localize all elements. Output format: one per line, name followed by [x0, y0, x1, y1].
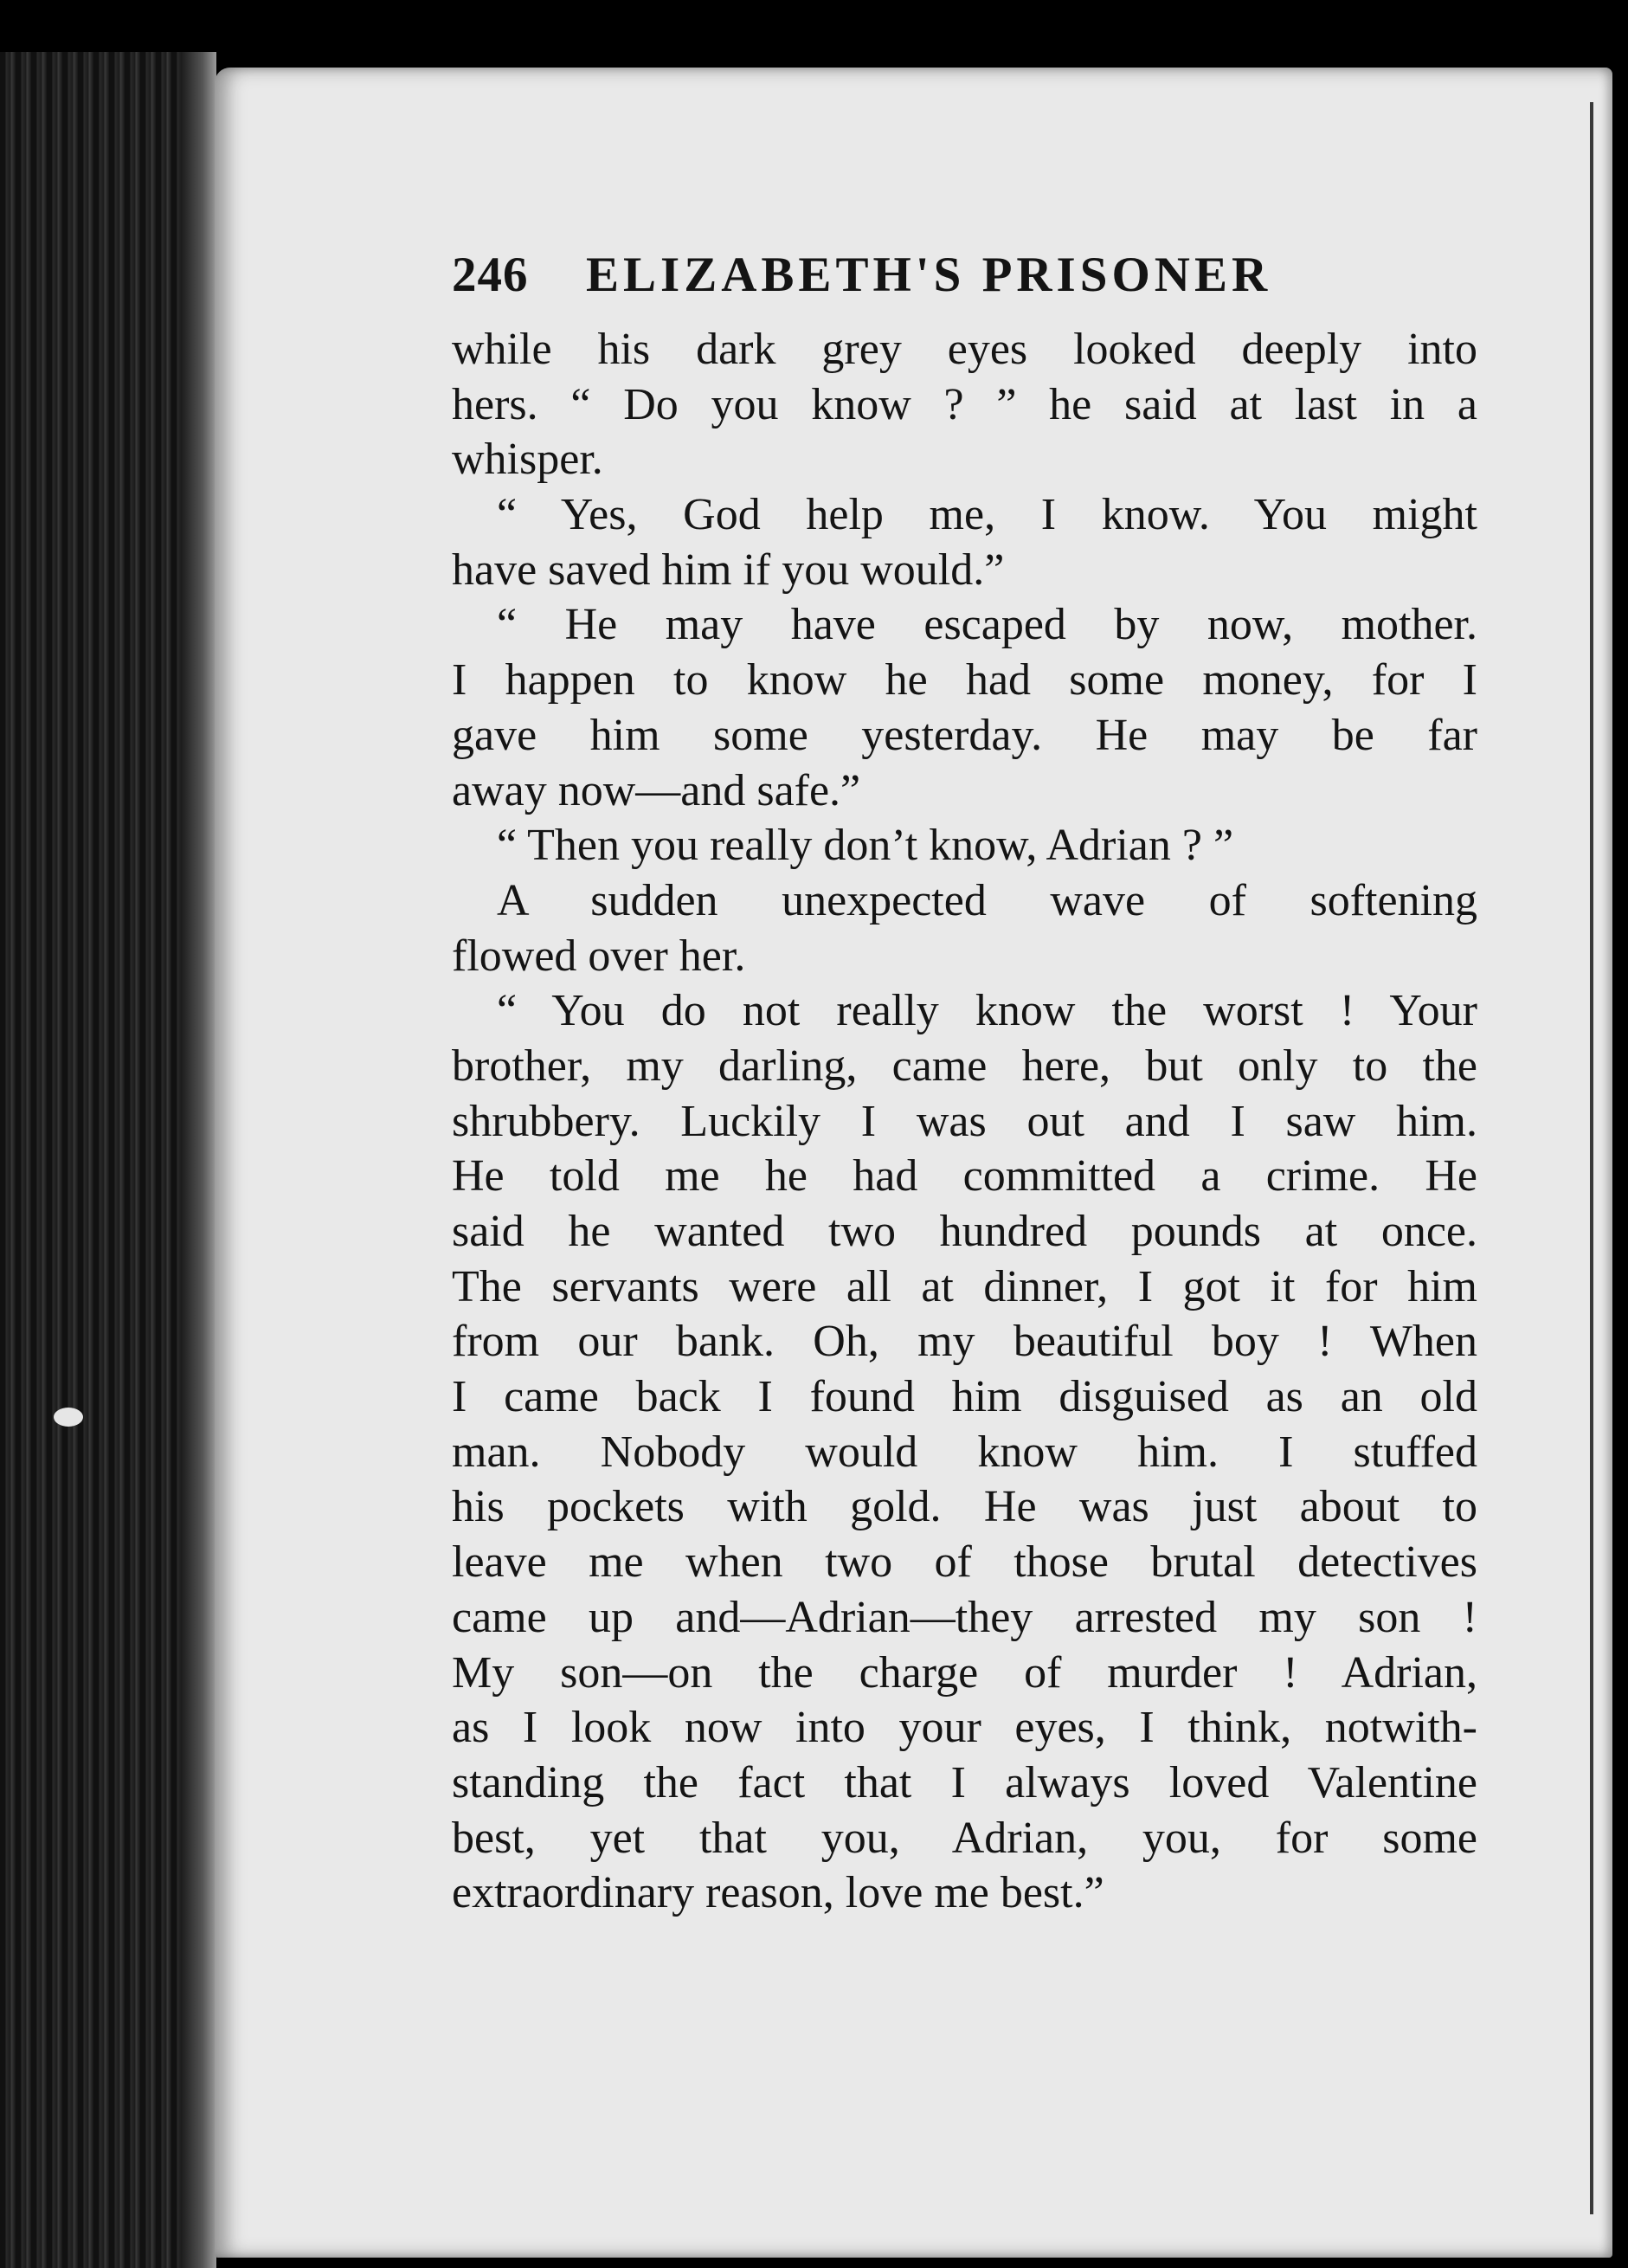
text-line: while his dark grey eyes looked deeply into	[452, 325, 1477, 374]
text-line: I happen to know he had some money, for I	[452, 655, 1477, 706]
text-line: flowed over her.	[452, 931, 746, 981]
text-line: said he wanted two hundred pounds at once.	[452, 1207, 1477, 1256]
scan-speck	[54, 1408, 83, 1427]
page-header	[452, 247, 1477, 316]
text-line: shrubbery. Luckily I was out and I saw him.	[452, 1096, 1477, 1146]
text-line: leave me when two of those brutal detectives	[452, 1537, 1477, 1588]
text-line: “ Then you really don’t know, Adrian ? ”	[497, 821, 1234, 871]
text-line: “ You do not really know the worst ! Your	[497, 986, 1477, 1036]
text-line: gave him some yesterday. He may be far	[452, 710, 1477, 760]
text-line: best, yet that you, Adrian, you, for some	[452, 1813, 1477, 1863]
text-line: man. Nobody would know him. I stuffed	[452, 1427, 1477, 1477]
text-line: He told me he had committed a crime. He	[452, 1151, 1477, 1202]
page-edge-stack	[0, 52, 216, 2268]
text-line: as I look now into your eyes, I think, notwith-	[452, 1703, 1477, 1753]
text-line: from our bank. Oh, my beautiful boy ! When	[452, 1317, 1477, 1367]
body-text	[452, 322, 1477, 1921]
text-line: his pockets with gold. He was just about to	[452, 1482, 1477, 1532]
text-line: standing the fact that I always loved Valentine	[452, 1757, 1477, 1807]
text-line: “ Yes, God help me, I know. You might	[497, 490, 1477, 540]
text-line: I came back I found him disguised as an old	[452, 1372, 1477, 1422]
text-line: hers. “ Do you know ? ” he said at last in a	[452, 379, 1477, 429]
text-line: extraordinary reason, love me best.”	[452, 1868, 1104, 1918]
text-line: whisper.	[452, 435, 603, 485]
text-line: away now—and safe.”	[452, 765, 861, 815]
text-line: brother, my darling, came here, but only to the	[452, 1041, 1477, 1091]
running-head: ELIZABETH'S PRISONER	[586, 248, 1272, 302]
page-number: 246	[452, 248, 529, 302]
page-edge-line	[1590, 102, 1593, 2214]
text-line: “ He may have escaped by now, mother.	[497, 600, 1477, 650]
text-line: came up and—Adrian—they arrested my son !	[452, 1592, 1477, 1642]
text-line: My son—on the charge of murder ! Adrian,	[452, 1647, 1477, 1698]
text-line: have saved him if you would.”	[452, 544, 1005, 595]
text-line: The servants were all at dinner, I got it for him	[452, 1261, 1477, 1311]
text-line: A sudden unexpected wave of softening	[497, 875, 1477, 925]
